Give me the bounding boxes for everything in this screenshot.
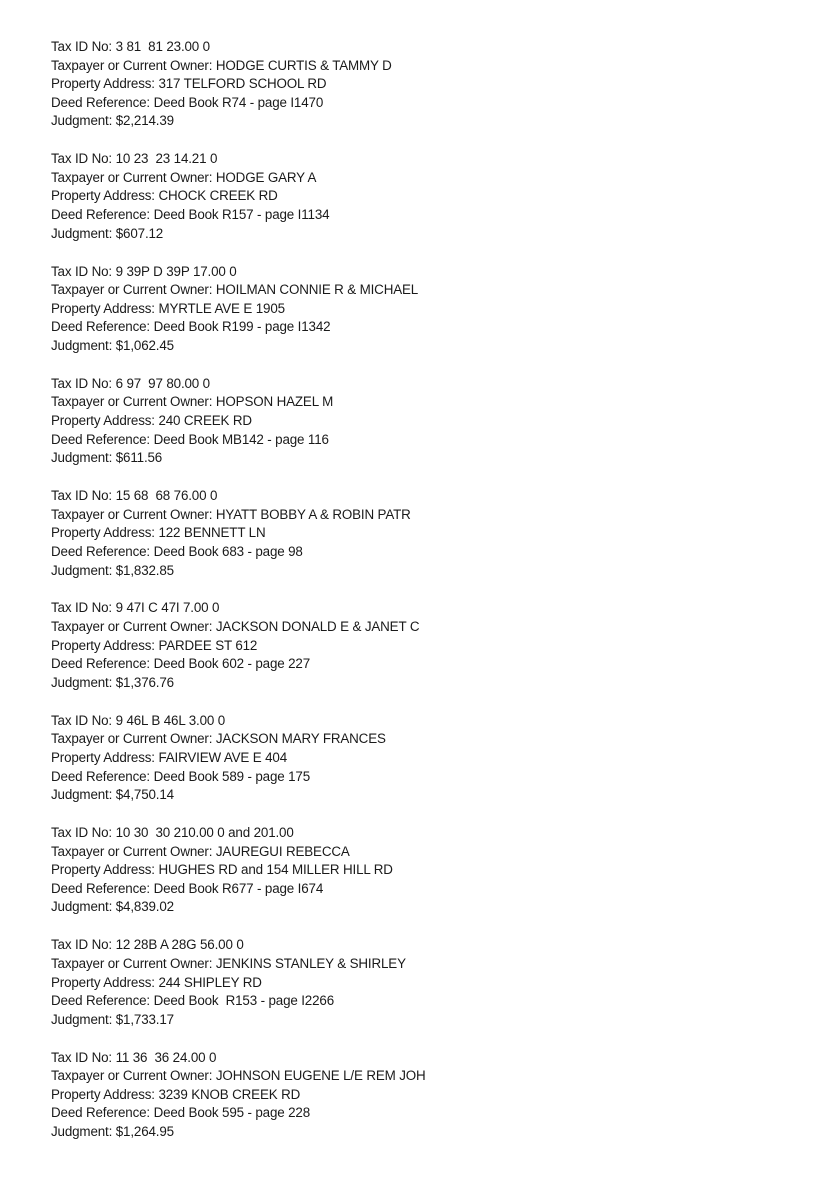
owner-line	[51, 843, 811, 862]
owner-value: JENKINS STANLEY & SHIRLEY	[215, 955, 406, 971]
judgment-value: $1,376.76	[115, 674, 174, 690]
tax-id-value: 10 23 23 14.21 0	[115, 151, 218, 167]
address-line	[51, 637, 811, 656]
deed-value: Deed Book R677 - page I674	[153, 880, 324, 896]
judgment-line	[51, 898, 811, 917]
address-line	[51, 524, 811, 543]
address-label: Property Address:	[51, 525, 159, 541]
judgment-value: $4,839.02	[115, 899, 174, 915]
judgment-label: Judgment:	[51, 337, 116, 353]
tax-id-line	[51, 599, 811, 618]
deed-label: Deed Reference:	[51, 993, 154, 1009]
tax-id-line	[51, 150, 811, 169]
tax-id-label: Tax ID No:	[51, 600, 116, 616]
deed-value: Deed Book 602 - page 227	[153, 656, 311, 672]
deed-label: Deed Reference:	[51, 207, 154, 223]
tax-record	[51, 150, 811, 262]
deed-line	[51, 206, 811, 225]
deed-line	[51, 543, 811, 562]
judgment-label: Judgment:	[51, 450, 116, 466]
tax-id-value: 10 30 30 210.00 0 and 201.00	[115, 825, 294, 841]
address-value: 317 TELFORD SCHOOL RD	[158, 76, 327, 92]
owner-label: Taxpayer or Current Owner:	[51, 731, 216, 747]
tax-id-value: 12 28B A 28G 56.00 0	[115, 937, 244, 953]
judgment-line	[51, 1011, 811, 1030]
tax-record	[51, 599, 811, 711]
tax-id-label: Tax ID No:	[51, 937, 116, 953]
address-label: Property Address:	[51, 749, 159, 765]
tax-id-label: Tax ID No:	[51, 712, 116, 728]
judgment-label: Judgment:	[51, 113, 116, 129]
judgment-line	[51, 112, 811, 131]
tax-id-label: Tax ID No:	[51, 825, 116, 841]
owner-line	[51, 169, 811, 188]
judgment-label: Judgment:	[51, 1124, 116, 1140]
tax-record	[51, 936, 811, 1048]
judgment-line	[51, 337, 811, 356]
document-page	[51, 38, 811, 1161]
address-line	[51, 75, 811, 94]
judgment-line	[51, 225, 811, 244]
deed-label: Deed Reference:	[51, 94, 154, 110]
address-value: MYRTLE AVE E 1905	[158, 300, 285, 316]
address-line	[51, 412, 811, 431]
deed-line	[51, 1104, 811, 1123]
address-value: HUGHES RD and 154 MILLER HILL RD	[158, 862, 393, 878]
tax-id-label: Tax ID No:	[51, 375, 116, 391]
address-label: Property Address:	[51, 413, 159, 429]
judgment-value: $1,832.85	[115, 562, 174, 578]
deed-line	[51, 655, 811, 674]
judgment-line	[51, 674, 811, 693]
judgment-value: $2,214.39	[115, 113, 174, 129]
judgment-value: $1,733.17	[115, 1011, 174, 1027]
address-line	[51, 861, 811, 880]
owner-value: HOILMAN CONNIE R & MICHAEL	[215, 282, 419, 298]
deed-line	[51, 431, 811, 450]
address-line	[51, 300, 811, 319]
address-label: Property Address:	[51, 974, 159, 990]
judgment-value: $611.56	[115, 450, 163, 466]
tax-id-label: Tax ID No:	[51, 488, 116, 504]
tax-id-line	[51, 487, 811, 506]
owner-value: HOPSON HAZEL M	[215, 394, 334, 410]
judgment-value: $607.12	[115, 225, 164, 241]
address-value: PARDEE ST 612	[158, 637, 258, 653]
deed-line	[51, 94, 811, 113]
address-label: Property Address:	[51, 1086, 159, 1102]
tax-id-line	[51, 712, 811, 731]
owner-label: Taxpayer or Current Owner:	[51, 282, 216, 298]
address-label: Property Address:	[51, 76, 159, 92]
tax-record	[51, 38, 811, 150]
owner-label: Taxpayer or Current Owner:	[51, 506, 216, 522]
deed-label: Deed Reference:	[51, 768, 154, 784]
judgment-label: Judgment:	[51, 562, 116, 578]
judgment-value: $4,750.14	[115, 787, 174, 803]
tax-id-line	[51, 824, 811, 843]
deed-label: Deed Reference:	[51, 431, 154, 447]
address-value: FAIRVIEW AVE E 404	[158, 749, 287, 765]
deed-label: Deed Reference:	[51, 880, 154, 896]
tax-record	[51, 824, 811, 936]
tax-id-value: 3 81 81 23.00 0	[115, 39, 210, 54]
tax-id-label: Tax ID No:	[51, 263, 116, 279]
deed-label: Deed Reference:	[51, 1105, 154, 1121]
judgment-label: Judgment:	[51, 1011, 116, 1027]
tax-id-line	[51, 263, 811, 282]
owner-line	[51, 506, 811, 525]
judgment-line	[51, 562, 811, 581]
deed-label: Deed Reference:	[51, 319, 154, 335]
judgment-line	[51, 449, 811, 468]
tax-id-line	[51, 38, 811, 57]
owner-value: HODGE GARY A	[215, 169, 317, 185]
owner-line	[51, 955, 811, 974]
judgment-label: Judgment:	[51, 225, 116, 241]
tax-id-value: 11 36 36 24.00 0	[115, 1049, 217, 1065]
owner-value: HYATT BOBBY A & ROBIN PATR	[215, 506, 411, 522]
deed-line	[51, 880, 811, 899]
owner-label: Taxpayer or Current Owner:	[51, 619, 216, 635]
tax-record	[51, 487, 811, 599]
address-value: 244 SHIPLEY RD	[158, 974, 262, 990]
address-value: 122 BENNETT LN	[158, 525, 266, 541]
address-line	[51, 187, 811, 206]
judgment-line	[51, 786, 811, 805]
owner-label: Taxpayer or Current Owner:	[51, 169, 216, 185]
owner-value: HODGE CURTIS & TAMMY D	[215, 57, 392, 73]
tax-record	[51, 375, 811, 487]
deed-value: Deed Book MB142 - page 116	[153, 431, 329, 447]
address-value: 240 CREEK RD	[158, 413, 252, 429]
judgment-label: Judgment:	[51, 674, 116, 690]
tax-id-label: Tax ID No:	[51, 1049, 116, 1065]
tax-record	[51, 263, 811, 375]
owner-line	[51, 1067, 811, 1086]
judgment-label: Judgment:	[51, 899, 116, 915]
owner-label: Taxpayer or Current Owner:	[51, 843, 216, 859]
owner-label: Taxpayer or Current Owner:	[51, 394, 216, 410]
address-label: Property Address:	[51, 637, 159, 653]
owner-value: JOHNSON EUGENE L/E REM JOH	[215, 1068, 426, 1084]
deed-value: Deed Book 595 - page 228	[153, 1105, 311, 1121]
address-label: Property Address:	[51, 188, 159, 204]
owner-line	[51, 730, 811, 749]
deed-line	[51, 318, 811, 337]
address-label: Property Address:	[51, 862, 159, 878]
deed-value: Deed Book R74 - page I1470	[153, 94, 324, 110]
tax-id-line	[51, 936, 811, 955]
deed-value: Deed Book R157 - page I1134	[153, 207, 330, 223]
judgment-value: $1,062.45	[115, 337, 174, 353]
judgment-value: $1,264.95	[115, 1124, 174, 1140]
deed-value: Deed Book R199 - page I1342	[153, 319, 331, 335]
tax-id-value: 6 97 97 80.00 0	[115, 375, 210, 391]
tax-record	[51, 712, 811, 824]
tax-id-line	[51, 375, 811, 394]
address-value: CHOCK CREEK RD	[158, 188, 278, 204]
address-value: 3239 KNOB CREEK RD	[158, 1086, 301, 1102]
deed-line	[51, 992, 811, 1011]
tax-id-value: 9 47I C 47I 7.00 0	[115, 600, 220, 616]
owner-label: Taxpayer or Current Owner:	[51, 955, 216, 971]
owner-value: JACKSON MARY FRANCES	[215, 731, 386, 747]
judgment-line	[51, 1123, 811, 1142]
deed-value: Deed Book R153 - page I2266	[153, 993, 334, 1009]
deed-label: Deed Reference:	[51, 543, 154, 559]
tax-id-value: 15 68 68 76.00 0	[115, 488, 218, 504]
deed-value: Deed Book 683 - page 98	[153, 543, 303, 559]
tax-id-line	[51, 1049, 811, 1068]
owner-line	[51, 393, 811, 412]
owner-label: Taxpayer or Current Owner:	[51, 1068, 216, 1084]
owner-line	[51, 618, 811, 637]
tax-id-value: 9 46L B 46L 3.00 0	[115, 712, 226, 728]
tax-id-value: 9 39P D 39P 17.00 0	[115, 263, 237, 279]
tax-record	[51, 1049, 811, 1161]
tax-id-label: Tax ID No:	[51, 39, 116, 54]
deed-label: Deed Reference:	[51, 656, 154, 672]
deed-value: Deed Book 589 - page 175	[153, 768, 311, 784]
judgment-label: Judgment:	[51, 787, 116, 803]
owner-value: JACKSON DONALD E & JANET C	[215, 619, 420, 635]
owner-line	[51, 57, 811, 76]
address-line	[51, 749, 811, 768]
owner-value: JAUREGUI REBECCA	[215, 843, 350, 859]
address-label: Property Address:	[51, 300, 159, 316]
tax-id-label: Tax ID No:	[51, 151, 116, 167]
deed-line	[51, 768, 811, 787]
owner-line	[51, 281, 811, 300]
address-line	[51, 974, 811, 993]
owner-label: Taxpayer or Current Owner:	[51, 57, 216, 73]
address-line	[51, 1086, 811, 1105]
